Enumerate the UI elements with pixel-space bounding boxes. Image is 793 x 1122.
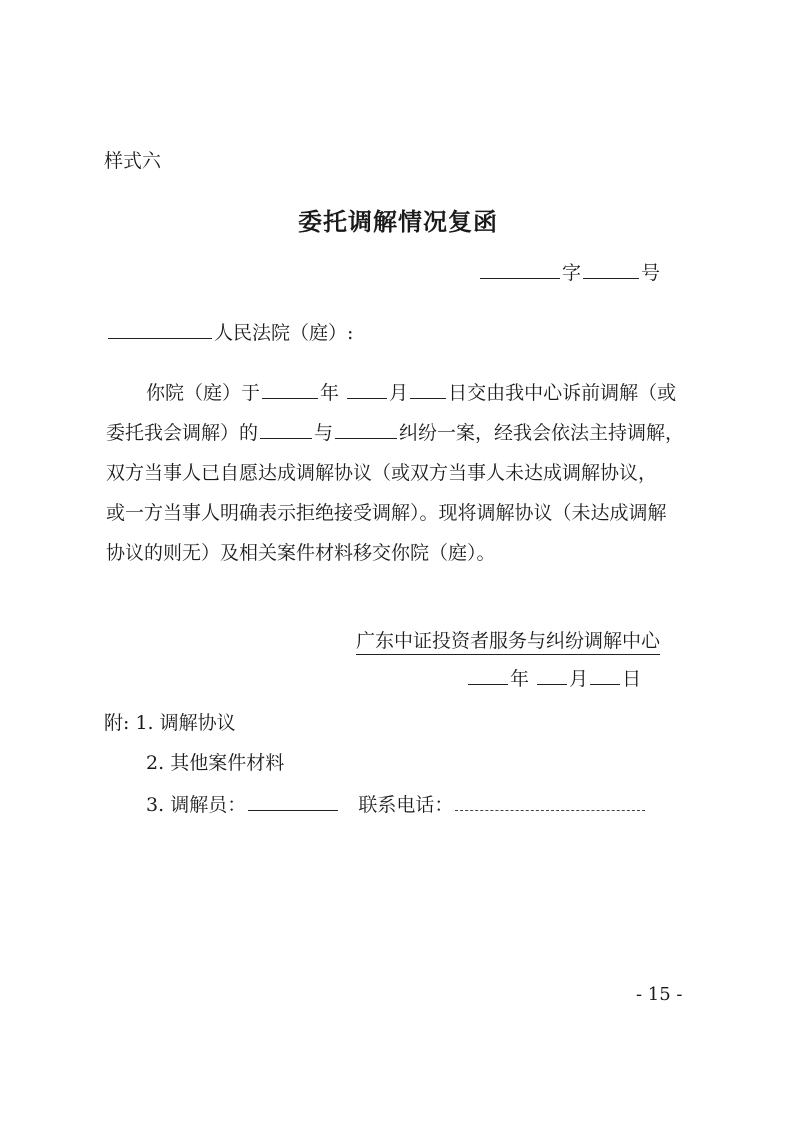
document-number	[478, 258, 660, 285]
body-line-5: 协议的则无）及相关案件材料移交你院（庭）。	[106, 542, 496, 564]
attachment-prefix: 附:	[104, 712, 130, 734]
signature-org	[356, 626, 660, 653]
party-b-blank	[335, 437, 397, 439]
number-prefix-blank	[480, 277, 560, 279]
page-title: 委托调解情况复函	[298, 207, 498, 236]
body-text: 纠纷一案，经我会依法主持调解，	[399, 422, 685, 444]
body-line-4: 或一方当事人明确表示拒绝接受调解）。现将调解协议（未达成调解	[106, 502, 667, 524]
sign-day-blank	[590, 683, 620, 685]
page-number: - 15 -	[636, 984, 683, 1005]
org-name: 广东中证投资者服务与纠纷调解中心	[356, 630, 660, 655]
attachment-number: 1.	[135, 712, 154, 734]
mediator-blank	[248, 809, 338, 811]
body-text: 委托我会调解）的	[106, 422, 259, 444]
attachment-number: 3.	[146, 794, 165, 816]
body-text: 年	[320, 382, 340, 404]
phone-label: 联系电话：	[358, 794, 454, 816]
mediator-label: 调解员：	[170, 794, 247, 816]
attachment-3	[146, 790, 647, 817]
party-a-blank	[260, 437, 312, 439]
sign-month-blank	[537, 683, 567, 685]
addressee-line	[106, 318, 353, 345]
attachment-number: 2.	[146, 752, 165, 774]
year-blank	[262, 397, 318, 399]
body-text: 与	[314, 422, 334, 444]
body-text: 月	[389, 382, 409, 404]
day-label: 日	[622, 668, 642, 690]
form-label: 样式六	[104, 150, 162, 172]
addressee: 人民法院（庭）:	[214, 322, 354, 344]
attachment-item: 其他案件材料	[170, 752, 285, 774]
body-text: 你院（庭）于	[146, 382, 261, 404]
body-line-1	[146, 378, 676, 405]
body-line-3: 双方当事人已自愿达成调解协议（或双方当事人未达成调解协议，	[106, 462, 658, 484]
year-label: 年	[510, 668, 530, 690]
sign-year-blank	[468, 683, 508, 685]
court-name-blank	[108, 337, 212, 339]
attachment-item: 调解协议	[159, 712, 236, 734]
zi-label: 字	[562, 262, 582, 284]
day-blank	[410, 397, 446, 399]
month-label: 月	[569, 668, 589, 690]
attachment-2	[146, 748, 284, 775]
phone-blank	[455, 810, 645, 811]
hao-label: 号	[641, 262, 661, 284]
body-line-2	[106, 418, 684, 445]
month-blank	[347, 397, 387, 399]
body-text: 日交由我中心诉前调解（或	[448, 382, 677, 404]
number-blank	[583, 277, 639, 279]
attachment-1	[104, 708, 236, 735]
signature-date	[466, 664, 641, 691]
